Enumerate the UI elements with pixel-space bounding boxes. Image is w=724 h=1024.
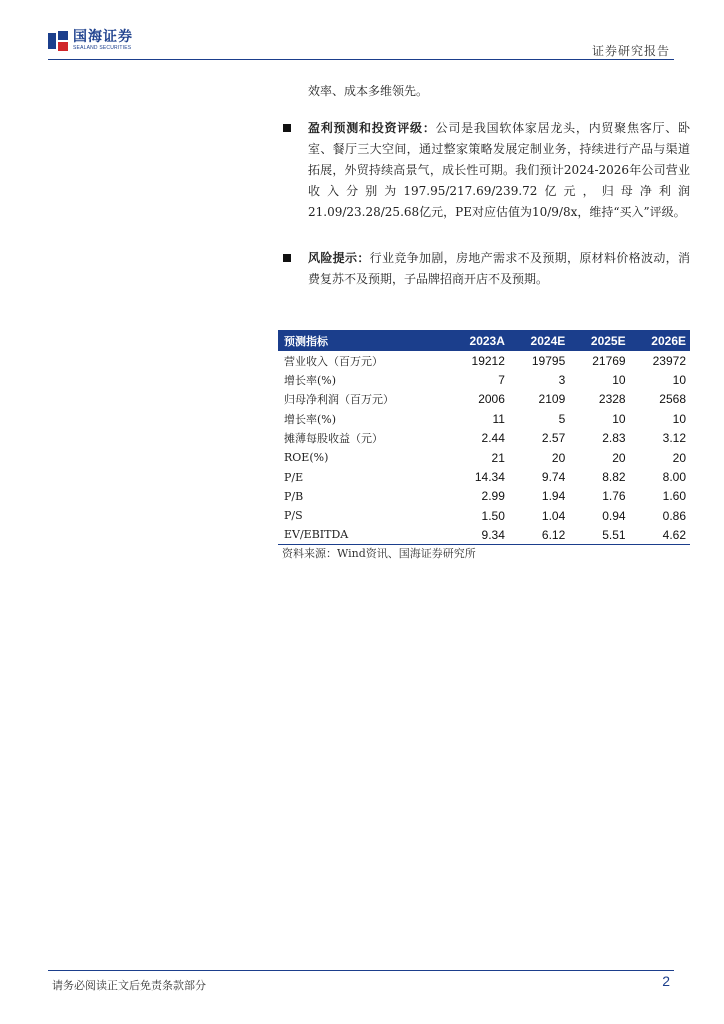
row-label-cell: 增长率(%) bbox=[284, 412, 337, 426]
row-label-cell: P/S bbox=[284, 509, 303, 523]
table-header-cell: 预测指标 bbox=[278, 330, 448, 351]
value-cell: 1.04 bbox=[541, 508, 566, 523]
value-cell: 19795 bbox=[531, 353, 566, 368]
table-row bbox=[278, 526, 690, 545]
bullet-risk bbox=[278, 248, 690, 290]
row-label-cell: 营业收入（百万元） bbox=[284, 354, 383, 368]
bullet-body: 公司是我国软体家居龙头，内贸聚焦客厅、卧室、餐厅三大空间，通过整家策略发展定制业务，持续进行产品与渠道拓展，外贸持续高景气，成长性可期。我们预计2024-2026年公司营业收入分别为197.95/217.69/239.72亿元，归母净利润21.09/23.28/25.68亿元，PE对应估值为10/9/8x，维持“买入”评级。 bbox=[308, 121, 690, 219]
report-type-label: 证券研究报告 bbox=[591, 44, 670, 58]
value-cell: 1.50 bbox=[481, 508, 505, 523]
table-header-row bbox=[278, 330, 690, 351]
value-cell: 7 bbox=[498, 373, 505, 388]
value-cell: 6.12 bbox=[509, 526, 569, 545]
intro-fragment: 效率、成本多维领先。 bbox=[308, 84, 429, 98]
table-row bbox=[278, 370, 690, 389]
table-row bbox=[278, 351, 690, 370]
value-cell: 5.51 bbox=[569, 526, 629, 545]
bullet-title: 风险提示： bbox=[308, 251, 370, 265]
table-row bbox=[278, 409, 690, 428]
table-row bbox=[278, 506, 690, 525]
bullet-body: 行业竞争加剧，房地产需求不及预期，原材料价格波动，消费复苏不及预期，子品牌招商开店不及预期。 bbox=[308, 251, 690, 286]
table-row bbox=[278, 448, 690, 467]
value-cell: 9.34 bbox=[448, 526, 509, 545]
value-cell: 2.99 bbox=[481, 489, 505, 504]
value-cell: 10 bbox=[612, 373, 626, 388]
value-cell: 21 bbox=[491, 450, 505, 465]
value-cell: 0.94 bbox=[602, 508, 626, 523]
logo-mark-icon bbox=[48, 31, 68, 51]
row-label-cell: 增长率(%) bbox=[284, 374, 337, 388]
value-cell: 20 bbox=[672, 450, 686, 465]
value-cell: 14.34 bbox=[474, 470, 505, 485]
header-divider bbox=[48, 59, 674, 60]
bullet-square-icon bbox=[283, 254, 291, 262]
value-cell: 2006 bbox=[478, 392, 505, 407]
row-label-cell: 归母净利润（百万元） bbox=[284, 393, 394, 407]
value-cell: 2.83 bbox=[602, 431, 626, 446]
table-header-cell: 2023A bbox=[448, 330, 509, 351]
value-cell: 8.00 bbox=[662, 470, 686, 485]
table-header-cell: 2026E bbox=[630, 330, 690, 351]
value-cell: 5 bbox=[558, 411, 566, 426]
value-cell: 21769 bbox=[592, 353, 626, 368]
value-cell: 2328 bbox=[598, 392, 626, 407]
table-header-cell: 2024E bbox=[509, 330, 569, 351]
bullet-rating bbox=[278, 118, 690, 223]
table-row bbox=[278, 487, 690, 506]
value-cell: 19212 bbox=[471, 353, 505, 368]
value-cell: 4.62 bbox=[630, 526, 690, 545]
page-number: 2 bbox=[662, 973, 670, 989]
brand-logo bbox=[48, 30, 133, 51]
value-cell: 2.57 bbox=[541, 431, 566, 446]
forecast-table bbox=[278, 330, 690, 545]
value-cell: 8.82 bbox=[602, 470, 626, 485]
value-cell: 9.74 bbox=[541, 470, 566, 485]
value-cell: 20 bbox=[551, 450, 566, 465]
value-cell: 23972 bbox=[652, 353, 686, 368]
table-row bbox=[278, 429, 690, 448]
row-label-cell: P/B bbox=[284, 489, 304, 503]
value-cell: 1.60 bbox=[662, 489, 686, 504]
value-cell: 0.86 bbox=[662, 508, 686, 523]
row-label-cell: P/E bbox=[284, 470, 304, 484]
row-label-cell: EV/EBITDA bbox=[278, 526, 448, 545]
table-header-cell: 2025E bbox=[569, 330, 629, 351]
footer-disclaimer: 请务必阅读正文后免责条款部分 bbox=[52, 979, 206, 992]
value-cell: 3.12 bbox=[662, 431, 686, 446]
footer-divider bbox=[48, 970, 674, 971]
value-cell: 10 bbox=[672, 411, 686, 426]
table-row bbox=[278, 390, 690, 409]
brand-name-cn: 国海证券 bbox=[73, 29, 133, 45]
value-cell: 1.94 bbox=[541, 489, 566, 504]
row-label-cell: ROE(%) bbox=[284, 451, 329, 465]
value-cell: 3 bbox=[558, 373, 566, 388]
bullet-title: 盈利预测和投资评级： bbox=[308, 121, 436, 135]
value-cell: 2568 bbox=[659, 392, 686, 407]
value-cell: 2.44 bbox=[481, 431, 505, 446]
bullet-square-icon bbox=[283, 124, 291, 132]
value-cell: 2109 bbox=[538, 392, 566, 407]
value-cell: 10 bbox=[672, 373, 686, 388]
table-row bbox=[278, 467, 690, 486]
value-cell: 11 bbox=[492, 411, 505, 426]
value-cell: 20 bbox=[612, 450, 626, 465]
brand-name-en: SEALAND SECURITIES bbox=[73, 45, 132, 51]
value-cell: 1.76 bbox=[602, 489, 626, 504]
value-cell: 10 bbox=[612, 411, 626, 426]
row-label-cell: 摊薄每股收益（元） bbox=[284, 432, 383, 446]
table-source-note: 资料来源：Wind资讯、国海证券研究所 bbox=[282, 547, 476, 560]
